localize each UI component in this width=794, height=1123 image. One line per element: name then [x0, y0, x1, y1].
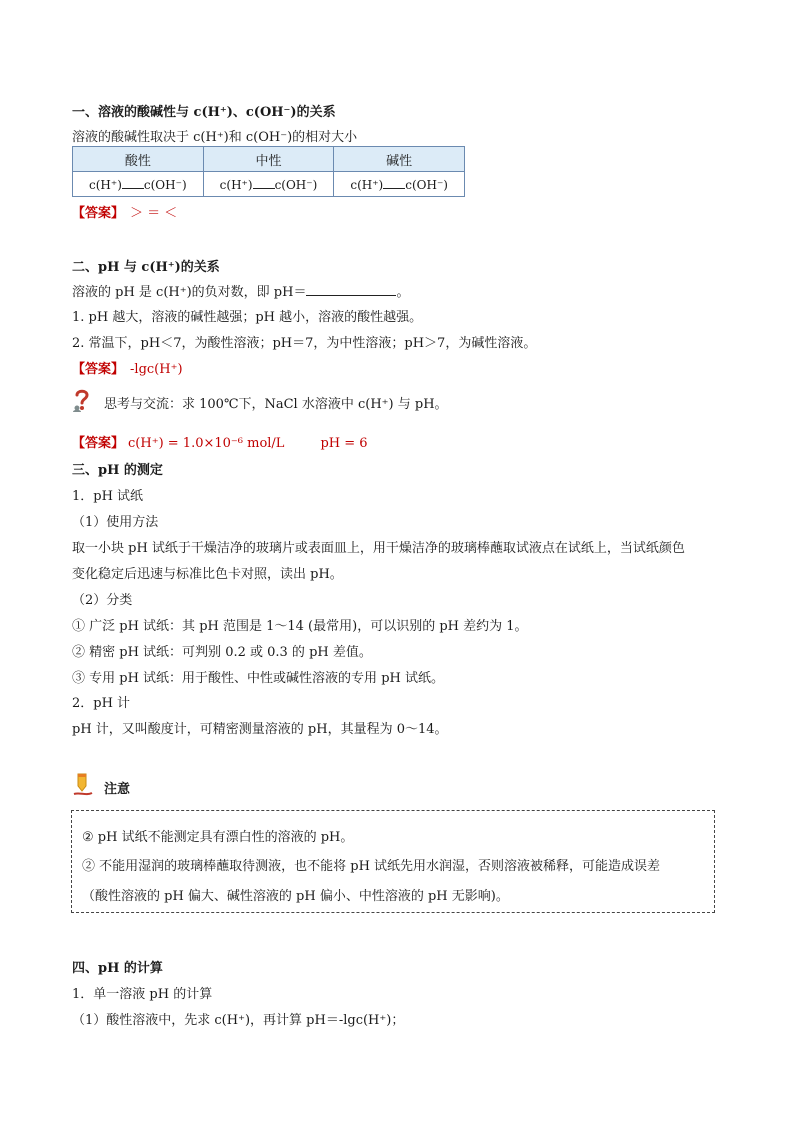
class-title: （2）分类: [72, 593, 133, 608]
table-cell-acid: c(H⁺) c(OH⁻): [73, 172, 204, 197]
answer-label: 【答案】: [72, 436, 125, 451]
section1-answer: [72, 202, 177, 221]
section2-line1: 溶液的 pH 是 c(H⁺)的负对数，即 pH＝ 。: [72, 285, 410, 300]
acidity-table: [72, 146, 465, 197]
class-item-1: ① 广泛 pH 试纸：其 pH 范围是 1～14 (最常用)，可以识别的 pH 差约为 1。: [72, 619, 528, 634]
answer-text: ＞ ＝ ＜: [130, 206, 178, 221]
table-header-acid: 酸性: [73, 147, 204, 172]
question-mark-icon: [72, 388, 92, 412]
acid-calc-line: （1）酸性溶液中，先求 c(H⁺)，再计算 pH＝-lgc(H⁺)；: [72, 1013, 405, 1028]
note-item-2: ② 不能用湿润的玻璃棒蘸取待测液，也不能将 pH 试纸先用水润湿，否则溶液被稀释，可能造成误差: [82, 859, 661, 874]
note-title: 注意: [104, 782, 131, 797]
section2-line3: 2. 常温下，pH＜7，为酸性溶液；pH＝7，为中性溶液；pH＞7，为碱性溶液。: [72, 336, 537, 351]
method-text-line1: 取一小块 pH 试纸于干燥洁净的玻璃片或表面皿上，用干燥洁净的玻璃棒蘸取试液点在试纸上，当试纸颜色: [72, 541, 685, 556]
table-cell-basic: c(H⁺) c(OH⁻): [334, 172, 465, 197]
class-item-2: ② 精密 pH 试纸：可判别 0.2 或 0.3 的 pH 差值。: [72, 645, 372, 660]
think-prompt: 思考与交流：求 100℃下，NaCl 水溶液中 c(H⁺) 与 pH。: [104, 397, 448, 412]
section3-heading: 三、pH 的测定: [72, 463, 163, 478]
section2-line2: 1. pH 越大，溶液的碱性越强；pH 越小，溶液的酸性越强。: [72, 310, 423, 325]
answer-ph: pH = 6: [320, 436, 368, 451]
table-header-basic: 碱性: [334, 147, 465, 172]
ph-meter-text: pH 计，又叫酸度计，可精密测量溶液的 pH，其量程为 0～14。: [72, 722, 448, 737]
think-answer: [72, 432, 368, 451]
section2-answer: [72, 358, 183, 377]
note-item-2-cont: （酸性溶液的 pH 偏大、碱性溶液的 pH 偏小、中性溶液的 pH 无影响)。: [82, 889, 509, 904]
table-header-neutral: 中性: [203, 147, 334, 172]
fill-blank[interactable]: [253, 177, 275, 189]
ph-meter-title: 2．pH 计: [72, 696, 131, 711]
section2-heading: 二、pH 与 c(H⁺)的关系: [72, 260, 220, 275]
ph-paper-title: 1．pH 试纸: [72, 489, 144, 504]
single-solution-title: 1．单一溶液 pH 的计算: [72, 987, 213, 1002]
section1-heading: 一、溶液的酸碱性与 c(H⁺)、c(OH⁻)的关系: [72, 105, 336, 120]
method-text-line2: 变化稳定后迅速与标准比色卡对照，读出 pH。: [72, 567, 343, 582]
answer-label: 【答案】: [72, 362, 125, 377]
section4-heading: 四、pH 的计算: [72, 961, 163, 976]
fill-blank[interactable]: [383, 177, 405, 189]
table-cell-neutral: c(H⁺) c(OH⁻): [203, 172, 334, 197]
fill-blank[interactable]: [122, 177, 144, 189]
answer-label: 【答案】: [72, 206, 125, 221]
answer-concentration: c(H⁺) = 1.0×10⁻⁶ mol/L: [128, 436, 285, 451]
note-item-1: ② pH 试纸不能测定具有漂白性的溶液的 pH。: [82, 830, 354, 845]
method-title: （1）使用方法: [72, 515, 159, 530]
answer-text: -lgc(H⁺): [130, 362, 183, 377]
fill-blank[interactable]: [306, 284, 396, 296]
class-item-3: ③ 专用 pH 试纸：用于酸性、中性或碱性溶液的专用 pH 试纸。: [72, 671, 444, 686]
section1-intro: 溶液的酸碱性取决于 c(H⁺)和 c(OH⁻)的相对大小: [72, 130, 358, 145]
pencil-icon: [72, 772, 94, 798]
